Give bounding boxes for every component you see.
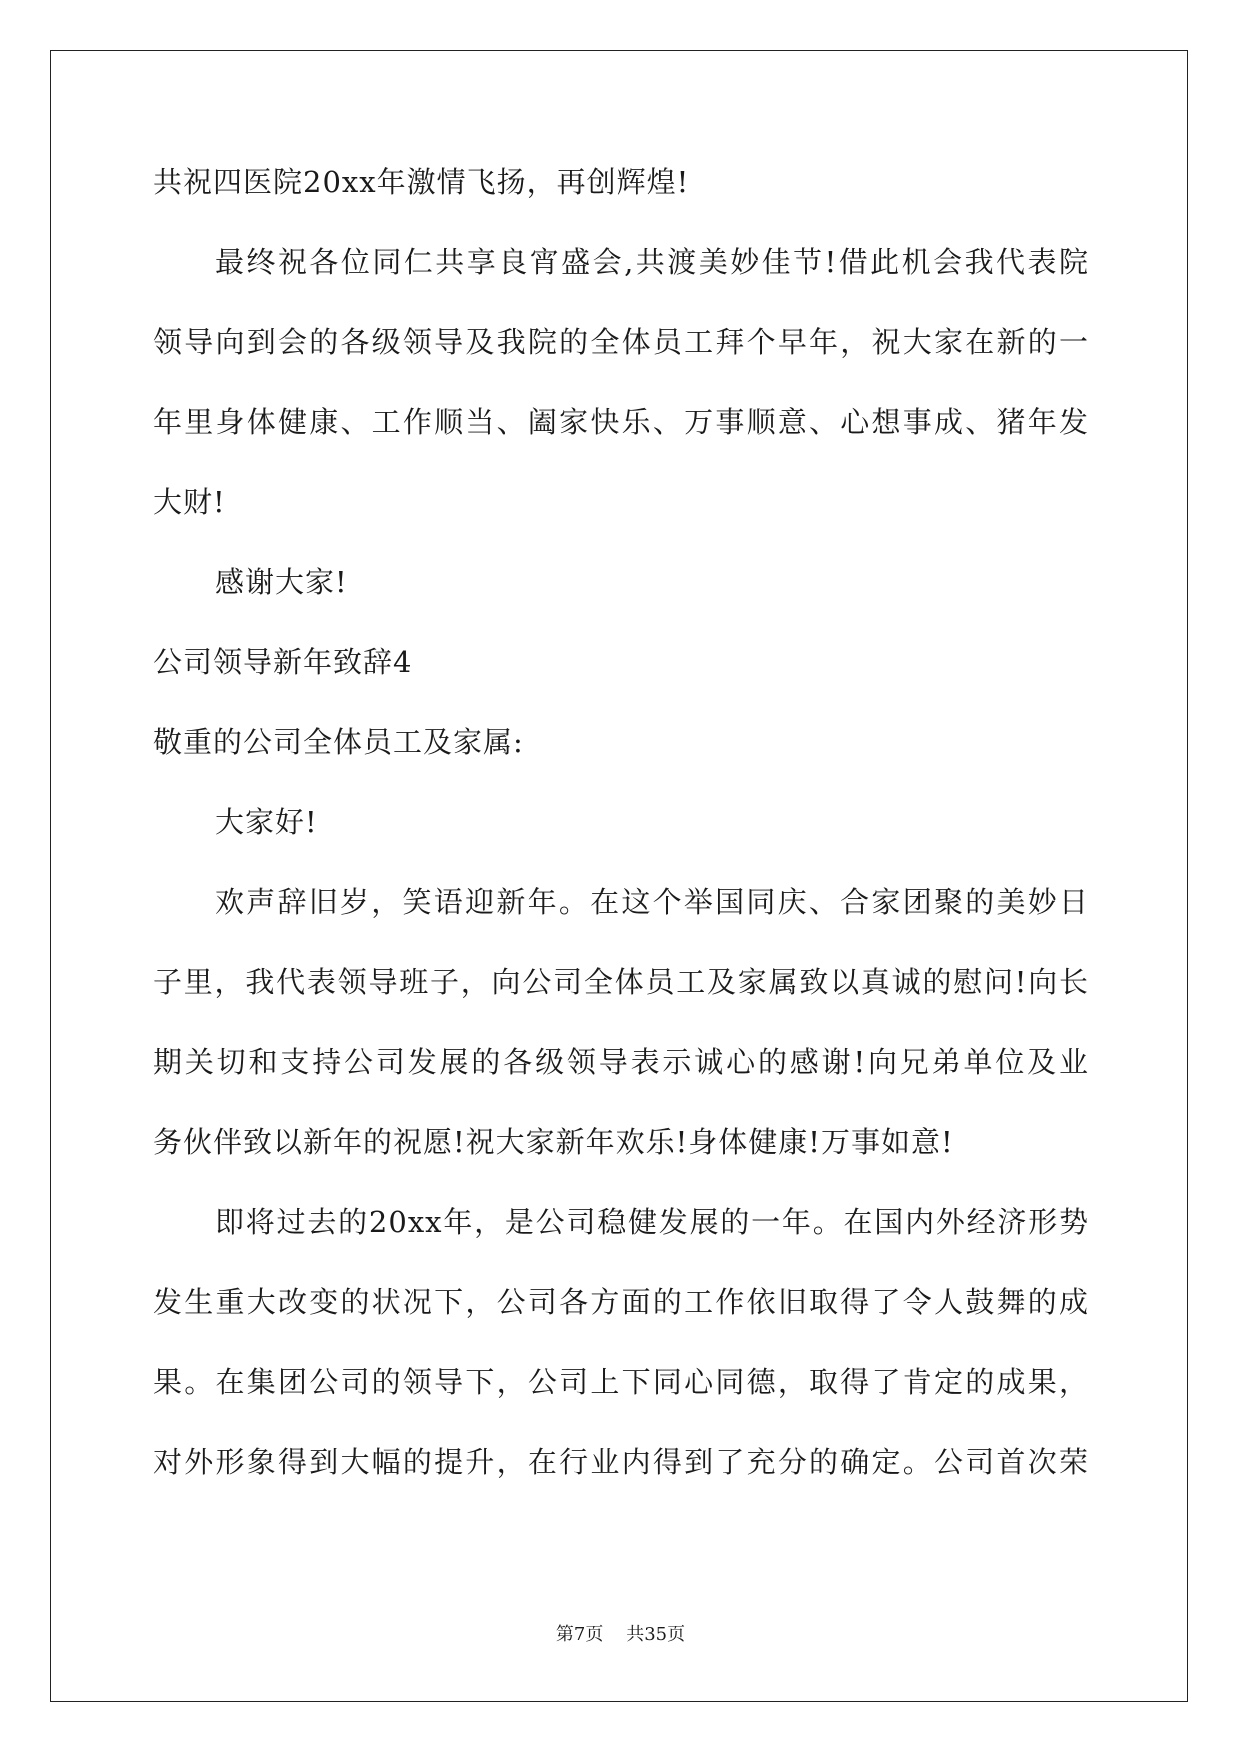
text-line: 即将过去的20xx年，是公司稳健发展的一年。在国内外经济形势 [215, 1205, 1089, 1239]
text-line: 期关切和支持公司发展的各级领导表示诚心的感谢!向兄弟单位及业 [153, 1045, 1089, 1079]
text-line: 大财! [153, 485, 226, 519]
text-line: 果。在集团公司的领导下，公司上下同心同德，取得了肯定的成果， [153, 1365, 1089, 1399]
text-line: 务伙伴致以新年的祝愿!祝大家新年欢乐!身体健康!万事如意! [153, 1125, 954, 1159]
greeting: 大家好! [215, 805, 318, 839]
text-line: 共祝四医院20xx年激情飞扬，再创辉煌! [153, 165, 690, 199]
text-line: 感谢大家! [215, 565, 348, 599]
text-line: 欢声辞旧岁，笑语迎新年。在这个举国同庆、合家团聚的美妙日 [215, 885, 1089, 919]
page-footer [0, 1624, 1241, 1646]
text-line: 年里身体健康、工作顺当、阖家快乐、万事顺意、心想事成、猪年发 [153, 405, 1089, 439]
page-number: 第7页 [555, 1624, 604, 1645]
text-line: 领导向到会的各级领导及我院的全体员工拜个早年，祝大家在新的一 [153, 325, 1089, 359]
text-line: 最终祝各位同仁共享良宵盛会,共渡美妙佳节!借此机会我代表院 [215, 245, 1089, 279]
page-total: 共35页 [626, 1624, 686, 1645]
text-line: 子里，我代表领导班子，向公司全体员工及家属致以真诚的慰问!向长 [153, 965, 1089, 999]
text-line: 发生重大改变的状况下，公司各方面的工作依旧取得了令人鼓舞的成 [153, 1285, 1089, 1319]
salutation: 敬重的公司全体员工及家属: [153, 725, 524, 759]
text-line: 对外形象得到大幅的提升，在行业内得到了充分的确定。公司首次荣 [153, 1445, 1089, 1479]
section-heading: 公司领导新年致辞4 [153, 645, 413, 679]
